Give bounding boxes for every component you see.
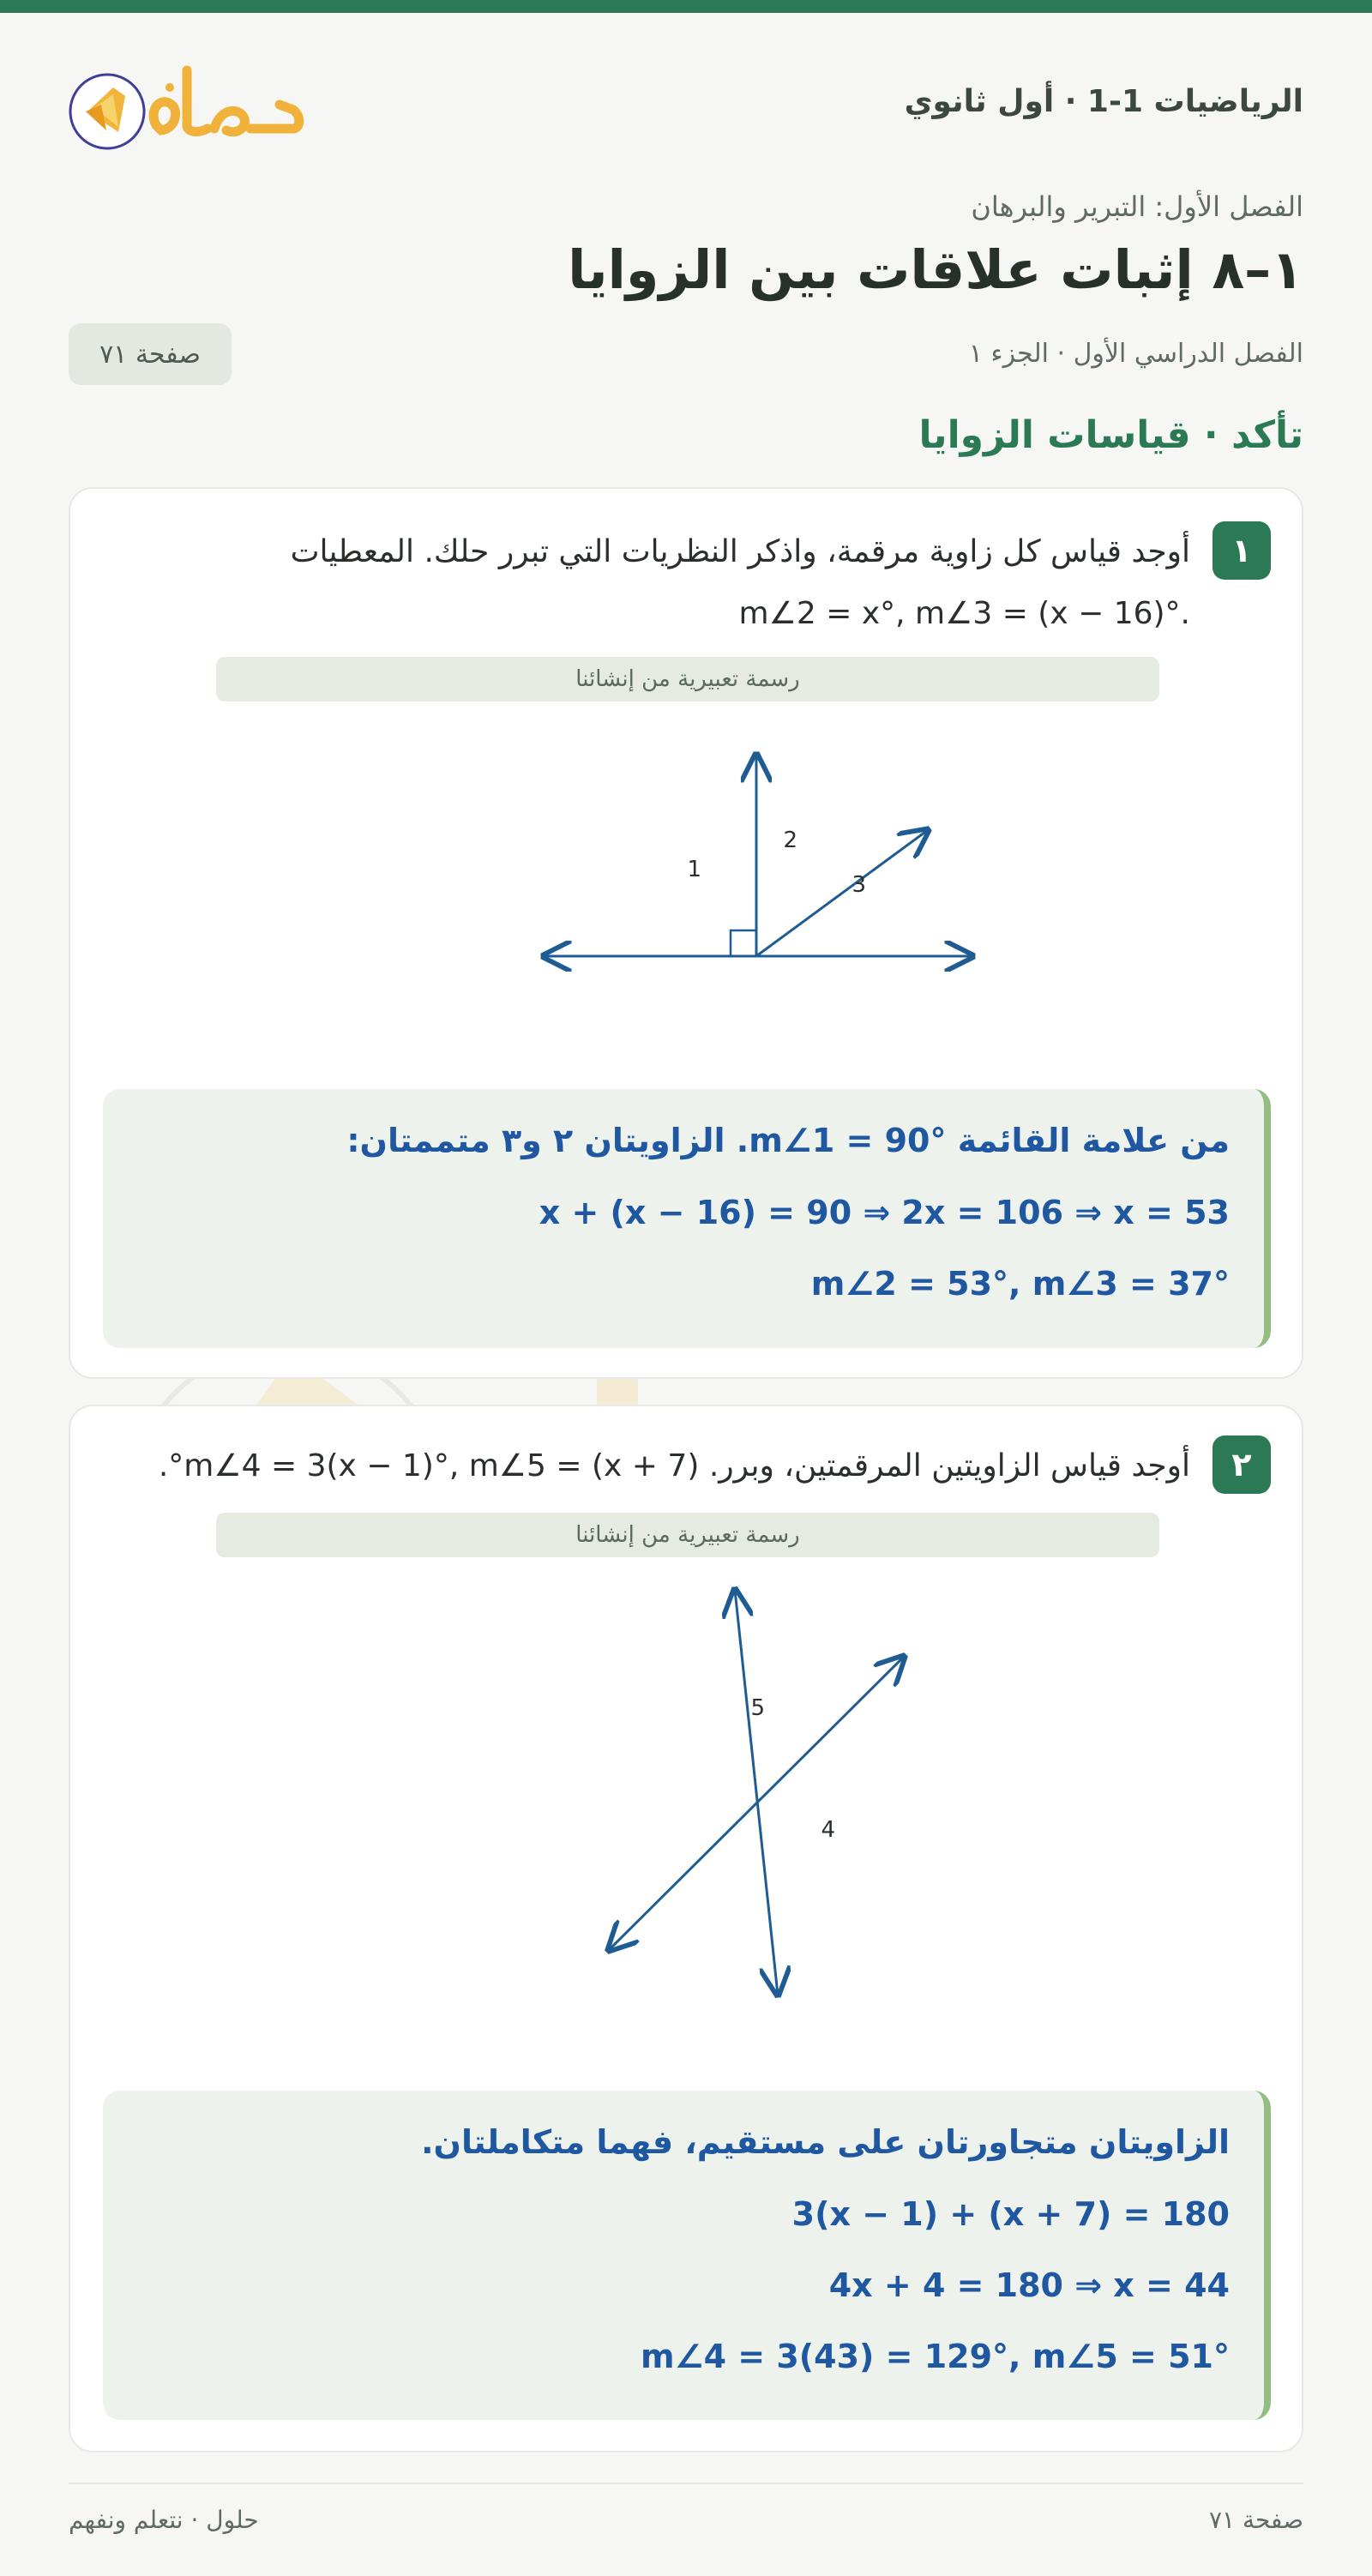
footer-page-number: صفحة ٧١ xyxy=(1208,2506,1303,2534)
question-number-2: ٢ xyxy=(1213,1435,1271,1494)
lesson-title: ١–٨ إثبات علاقات بين الزوايا xyxy=(568,238,1303,301)
top-accent-bar xyxy=(0,0,1372,13)
question-2-text: أوجد قياس الزاويتين المرقمتين، وبرر. m∠4 = 3(x − 1)°, m∠5 = (x + 7)°. xyxy=(158,1448,1190,1484)
chapter-label: الفصل الأول: التبرير والبرهان xyxy=(971,190,1303,223)
question-card-1 xyxy=(69,487,1303,1379)
page-number-badge: صفحة ٧١ xyxy=(69,323,232,385)
hulul-logo[interactable] xyxy=(69,58,309,153)
angle-label-1: 1 xyxy=(687,857,701,882)
solution-2-line-4: m∠4 = 3(43) = 129°, m∠5 = 51° xyxy=(640,2338,1230,2375)
page-header xyxy=(69,51,1303,154)
figure-2-svg xyxy=(465,1578,996,2007)
figure-1-svg xyxy=(465,737,996,995)
solution-2-line-1: الزاويتان متجاورتان على مستقيم، فهما متكاملتان. xyxy=(421,2123,1230,2161)
solution-box-1 xyxy=(103,1089,1271,1348)
solution-2-line-2: 3(x − 1) + (x + 7) = 180 xyxy=(791,2195,1230,2233)
figure-1-angles xyxy=(465,737,996,995)
angle-label-2: 2 xyxy=(783,828,797,853)
figure-2-lines xyxy=(465,1578,996,2007)
question-1-text: أوجد قياس كل زاوية مرقمة، واذكر النظريات التي تبرر حلك. المعطيات xyxy=(290,534,1190,569)
question-number-1: ١ xyxy=(1213,521,1271,580)
term-label: الفصل الدراسي الأول · الجزء ١ xyxy=(968,339,1303,369)
angle-label-4: 4 xyxy=(821,1817,835,1843)
solution-1-line-2: x + (x − 16) = 90 ⇒ 2x = 106 ⇒ x = 53 xyxy=(539,1194,1230,1231)
question-1-givens: m∠2 = x°, m∠3 = (x − 16)°. xyxy=(738,596,1190,631)
question-card-2 xyxy=(69,1405,1303,2453)
footer-brand: حلول · نتعلم ونفهم xyxy=(69,2506,259,2534)
footer-divider xyxy=(69,2483,1303,2484)
logo-graphic xyxy=(69,58,309,153)
angle-label-3: 3 xyxy=(851,872,866,898)
solution-1-line-1: من علامة القائمة m∠1 = 90°. الزاويتان ٢ و٣ متممتان: xyxy=(346,1122,1230,1159)
solution-2-line-3: 4x + 4 = 180 ⇒ x = 44 xyxy=(828,2266,1230,2304)
angle-label-5: 5 xyxy=(750,1695,765,1721)
figure-note-2: رسمة تعبيرية من إنشائنا xyxy=(216,1513,1159,1557)
figure-note-1: رسمة تعبيرية من إنشائنا xyxy=(216,657,1159,701)
solution-1-line-3: m∠2 = 53°, m∠3 = 37° xyxy=(810,1265,1230,1303)
subject-title: الرياضيات 1-1 · أول ثانوي xyxy=(904,84,1303,119)
solution-box-2 xyxy=(103,2091,1271,2420)
section-heading: تأكد · قياسات الزوايا xyxy=(918,413,1303,457)
